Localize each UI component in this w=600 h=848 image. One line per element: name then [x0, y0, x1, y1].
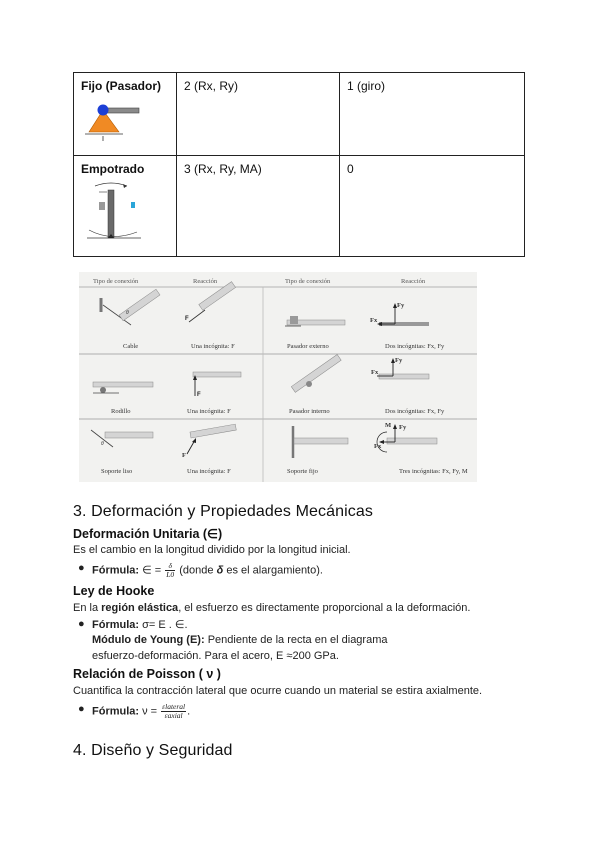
fraction-denominator: L0: [166, 570, 175, 579]
moment-label: M: [385, 422, 392, 429]
formula-text: ν =: [142, 705, 158, 718]
fraction: [161, 703, 186, 720]
figure-caption: Rodillo: [111, 408, 131, 415]
section-heading: 4. Diseño y Seguridad: [73, 742, 233, 759]
supports-table: [73, 72, 525, 257]
formula-label: Fórmula:: [92, 564, 140, 577]
pin-support-illustration: [81, 97, 151, 142]
table-row: [74, 73, 525, 156]
fixed-support-illustration: [81, 180, 151, 242]
table-cell: [74, 73, 177, 156]
figure-caption: Soporte fijo: [287, 468, 318, 475]
list-item-continuation: esfuerzo-deformación. Para el acero, E ≈200 GPa.: [92, 650, 339, 662]
table-cell: 0: [340, 156, 525, 257]
figure-caption: Soporte liso: [101, 468, 133, 475]
figure-header: Reacción: [193, 278, 218, 285]
text-span: Pendiente de la recta en el diagrama: [207, 634, 388, 646]
text-span: En la: [73, 602, 99, 614]
formula-text: ∈ =: [142, 564, 162, 577]
figure-header: Tipo de conexión: [285, 278, 331, 285]
force-label: Fy: [397, 302, 405, 309]
formula-label: Fórmula:: [92, 619, 140, 631]
figure-drawings: [79, 272, 477, 482]
formula-label: Fórmula:: [92, 705, 140, 718]
list-item: [78, 702, 191, 720]
figure-caption: Pasador externo: [287, 343, 329, 350]
fraction: [165, 562, 175, 579]
force-label: Fx: [374, 443, 382, 450]
text-span: , el esfuerzo es directamente proporcional a la deformación.: [178, 602, 471, 614]
formula-text: .: [187, 705, 191, 718]
fraction-numerator: δ: [165, 562, 175, 571]
force-label: Fy: [399, 424, 407, 431]
figure-caption: Una incógnita: F: [187, 408, 231, 415]
list-item: [78, 561, 323, 579]
figure-caption: Pasador interno: [289, 408, 330, 415]
fraction-denominator: εaxial: [164, 711, 183, 720]
svg-text:θ: θ: [126, 310, 129, 316]
support-type-name: Empotrado: [81, 162, 145, 176]
list-item: [78, 618, 188, 631]
section-heading: 3. Deformación y Propiedades Mecánicas: [73, 503, 373, 520]
force-label: Fy: [395, 357, 403, 364]
figure-caption: Dos incógnitas: Fx, Fy: [385, 343, 445, 350]
subsection-heading: Relación de Poisson ( ν ): [73, 667, 221, 681]
figure-caption: Tres incógnitas: Fx, Fy, M: [399, 468, 468, 475]
svg-text:θ: θ: [101, 441, 104, 447]
paragraph: Cuantifica la contracción lateral que ocurre cuando un material se estira axialmente.: [73, 685, 483, 697]
formula-symbol: δ: [216, 564, 224, 577]
table-row: [74, 156, 525, 257]
subsection-heading: Ley de Hooke: [73, 584, 155, 598]
force-label: Fx: [370, 317, 378, 324]
list-item-continuation: [92, 634, 388, 646]
bullet-icon: ●: [78, 562, 85, 574]
bullet-icon: ●: [78, 618, 85, 630]
formula-label: Módulo de Young (E):: [92, 634, 205, 646]
bullet-icon: ●: [78, 703, 85, 715]
subsection-heading: Deformación Unitaria (∈): [73, 527, 223, 541]
figure-caption: Una incógnita: F: [187, 468, 231, 475]
paragraph: Es el cambio en la longitud dividido por la longitud inicial.: [73, 544, 351, 556]
table-cell: 1 (giro): [340, 73, 525, 156]
svg-text:F: F: [197, 392, 201, 398]
connection-types-figure: [79, 272, 477, 482]
paragraph: [73, 602, 470, 614]
fraction-numerator: εlateral: [162, 702, 186, 711]
formula-text: es el alargamiento).: [226, 564, 323, 577]
svg-text:F: F: [185, 316, 189, 322]
figure-caption: Cable: [123, 343, 139, 350]
support-type-name: Fijo (Pasador): [81, 79, 162, 93]
table-cell: 3 (Rx, Ry, MA): [177, 156, 340, 257]
figure-caption: Una incógnita: F: [191, 343, 235, 350]
figure-header: Tipo de conexión: [93, 278, 139, 285]
figure-caption: Dos incógnitas: Fx, Fy: [385, 408, 445, 415]
formula-text: σ= E . ∈.: [142, 619, 188, 631]
table-cell: [74, 156, 177, 257]
figure-header: Reacción: [401, 278, 426, 285]
formula-text: (donde: [179, 564, 214, 577]
force-label: F: [182, 452, 186, 459]
text-span-bold: región elástica: [101, 602, 179, 614]
table-cell: 2 (Rx, Ry): [177, 73, 340, 156]
force-label: Fx: [371, 369, 379, 376]
